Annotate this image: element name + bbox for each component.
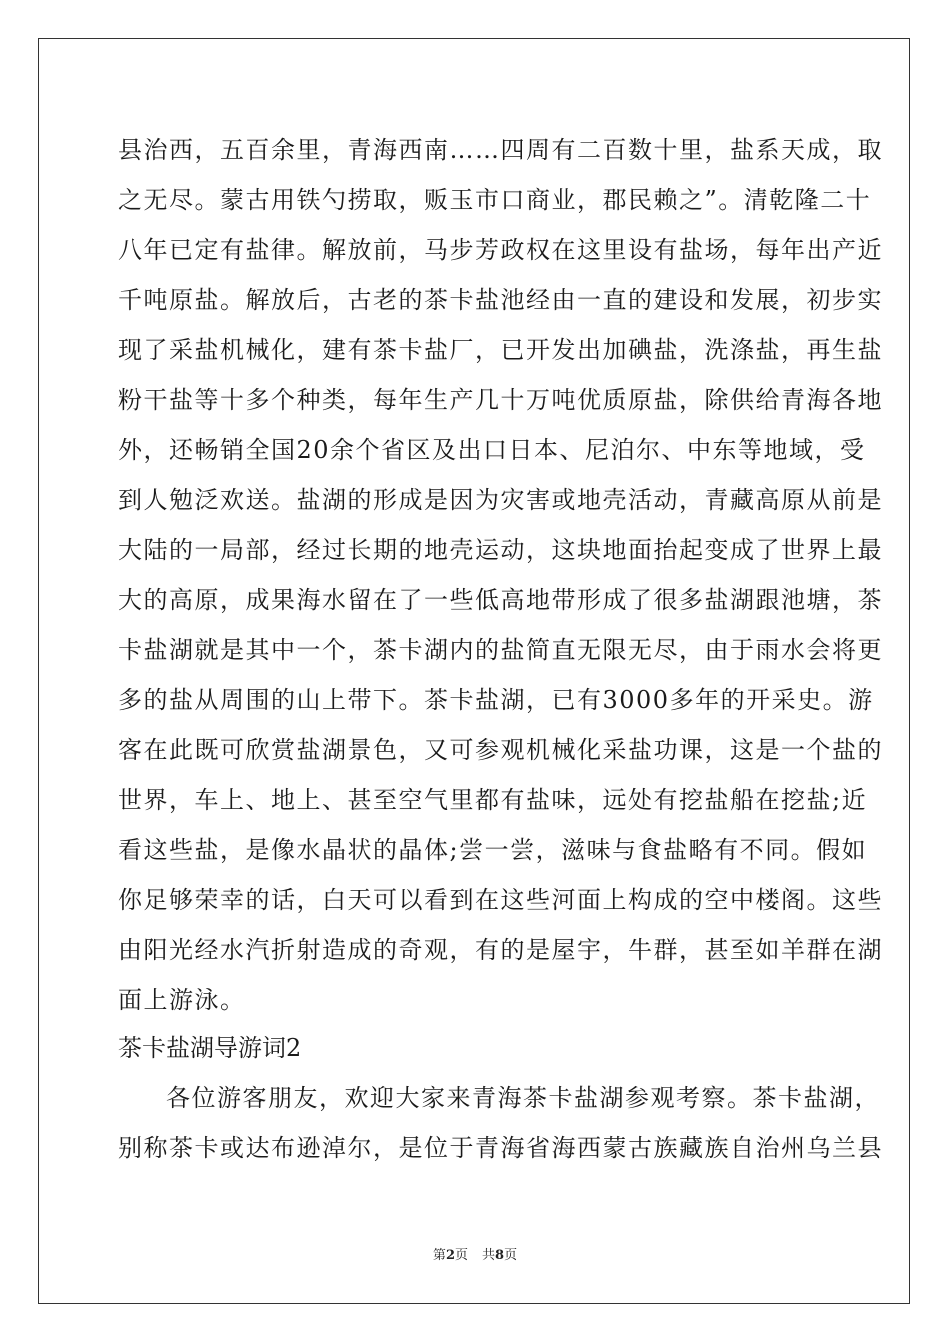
body-line: 现了采盐机械化，建有茶卡盐厂，已开发出加碘盐，洗涤盐，再生盐: [118, 336, 883, 364]
body-line: 别称茶卡或达布逊淖尔，是位于青海省海西蒙古族藏族自治州乌兰县: [118, 1134, 883, 1162]
body-line: 卡盐湖就是其中一个，茶卡湖内的盐简直无限无尽，由于雨水会将更: [118, 636, 883, 664]
section-heading: 茶卡盐湖导游词2: [118, 1034, 302, 1062]
footer-total-suffix: 页: [504, 1248, 518, 1263]
body-line: 千吨原盐。解放后，古老的茶卡盐池经由一直的建设和发展，初步实: [118, 286, 883, 314]
body-line: 到人勉泛欢送。盐湖的形成是因为灾害或地壳活动，青藏高原从前是: [118, 486, 883, 514]
body-line: 你足够荣幸的话，白天可以看到在这些河面上构成的空中楼阁。这些: [118, 886, 883, 914]
body-line: 世界，车上、地上、甚至空气里都有盐味，远处有挖盐船在挖盐;近: [118, 786, 868, 814]
body-line: 大陆的一局部，经过长期的地壳运动，这块地面抬起变成了世界上最: [118, 536, 883, 564]
footer-page-prefix: 第: [432, 1248, 446, 1263]
body-line: 看这些盐，是像水晶状的晶体;尝一尝，滋味与食盐略有不同。假如: [118, 836, 868, 864]
body-line: 由阳光经水汽折射造成的奇观，有的是屋宇，牛群，甚至如羊群在湖: [118, 936, 883, 964]
body-line: 各位游客朋友，欢迎大家来青海茶卡盐湖参观考察。茶卡盐湖，: [166, 1084, 880, 1112]
body-line: 外，还畅销全国20余个省区及出口日本、尼泊尔、中东等地域，受: [118, 436, 866, 464]
body-line: 多的盐从周围的山上带下。茶卡盐湖，已有3000多年的开采史。游: [118, 686, 874, 714]
page-frame: [38, 38, 910, 1304]
body-line: 县治西，五百余里，青海西南……四周有二百数十里，盐系天成，取: [118, 136, 883, 164]
body-line: 客在此既可欣赏盐湖景色，又可参观机械化采盐功课，这是一个盐的: [118, 736, 883, 764]
body-line: 粉干盐等十多个种类，每年生产几十万吨优质原盐，除供给青海各地: [118, 386, 883, 414]
footer-page-number: 2: [445, 1248, 455, 1263]
page-footer: [0, 1244, 950, 1263]
body-line: 之无尽。蒙古用铁勺捞取，贩玉市口商业，郡民赖之”。清乾隆二十: [118, 186, 872, 214]
footer-page-suffix: 页: [454, 1248, 468, 1263]
body-line: 面上游泳。: [118, 986, 246, 1014]
body-line: 八年已定有盐律。解放前，马步芳政权在这里设有盐场，每年出产近: [118, 236, 883, 264]
body-line: 大的高原，成果海水留在了一些低高地带形成了很多盐湖跟池塘，茶: [118, 586, 883, 614]
footer-total-pages: 8: [495, 1248, 505, 1263]
footer-total-prefix: 共: [482, 1248, 496, 1263]
